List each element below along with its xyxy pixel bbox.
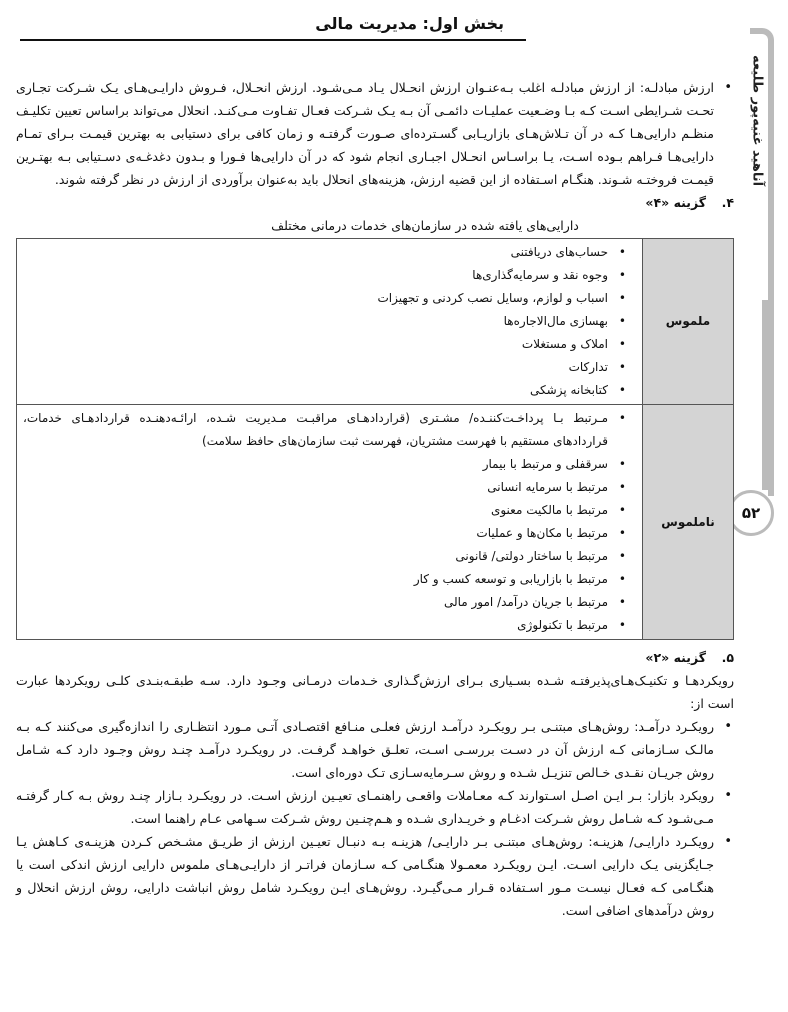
- main-content: [16, 76, 734, 922]
- question-5-heading: [16, 646, 734, 669]
- side-author-label: آناهید غنیه‌پور طلیعه: [749, 55, 765, 187]
- table-caption: دارایی‌های یافته شده در سازمان‌های خدمات درمانی مختلف: [271, 218, 579, 233]
- list-item: • مرتبط با ساختار دولتی/ قانونی: [23, 545, 632, 568]
- side-author-tab: [746, 46, 768, 196]
- assets-table: [16, 238, 734, 640]
- list-item: • تدارکات: [23, 356, 632, 379]
- paragraph-exchange-value: [16, 76, 734, 191]
- question-number: ۴.: [721, 195, 734, 210]
- question-4-heading: [16, 191, 734, 214]
- bullet-icon: •: [724, 834, 732, 849]
- list-item: • مرتبط با مالکیت معنوی: [23, 499, 632, 522]
- paragraph-text: رویکـرد دارایـی/ هزینـه: روش‌هـای مبتنـی بـر دارایـی/ هزینـه بـه دنبـال تعیـین ارزش از طریـق مشـخص کـردن هزینـه‌ی کـاهش یـا جـایگزینی یـک دارایی اسـت. ایـن رویکـرد معمـولا هنگـامی کـه سـازمان فراتـر از دارایـی‌هـای ملموس دارایی ارزش اندکی است یا هنگـامی کـه فعـال نیسـت مـور اسـتفاده قـرار مـی‌گیـرد. روش‌هـای ایـن رویکـرد شامل روش انباشت دارایی، روش ارزش انحلال و روش درآمدهای اضافی است.: [16, 834, 714, 918]
- header-rule: [20, 39, 526, 41]
- category-cell: ملموس: [643, 239, 734, 405]
- paragraph-text: رویکـرد درآمـد: روش‌هـای مبتنـی بـر رویکـرد درآمـد ارزش فعلـی منـافع اقتصـادی آتـی مـورد انتظـاری را اندازه‌گیری می‌کنند کـه بـه مالـک سـازمانی کـه ارزش آن در دسـت بررسـی اسـت، تعلـق خواهـد گرفـت. در رویکـرد درآمـد چنـد روش وجـود دارد کـه شـامل روش جریـان نقـدی خـالص تنزیـل شـده و روش سـرمایه‌سـازی تـک دوره‌ای است.: [16, 719, 714, 780]
- question-answer: گزینه «۴»: [645, 195, 706, 210]
- list-item: • وجوه نقد و سرمایه‌گذاری‌ها: [23, 264, 632, 287]
- question-answer: گزینه «۲»: [645, 650, 706, 665]
- paragraph-text: رویکرد بازار: بـر ایـن اصـل اسـتوارند کـه معـاملات واقعـی راهنمـای تعیـین ارزش اسـت. در رویکـرد بـازار چنـد روش بـه کـار گرفتـه مـی‌شـود کـه شـامل روش شـرکت ادغـام و خریـداری شـده و هـم‌چنـین روش شـرکت سـهامی عـام راهنما است.: [16, 788, 714, 826]
- list-item: • مرتبط با مکان‌ها و عملیات: [23, 522, 632, 545]
- items-list: [23, 407, 632, 637]
- paragraph-text: ارزش مبادلـه: از ارزش مبادلـه اغلب بـه‌عنـوان ارزش انحـلال یـاد مـی‌شـود. ارزش انحـلال، فـروش دارایـی‌هـای یـک شـرکت تجـاری تحـت شـرایطی اسـت کـه بـا وضـعیت عملیـات دائمـی آن بـه یـک شـرکت فعـال تفـاوت مـی‌کنـد. انحلال می‌تواند براساس تعیین تکلیـف منظـم دارایی‌هـا کـه در آن تـلاش‌هـای بازاریـابی گسـترده‌ای صـورت گرفتـه و زمان کافی برای دستیابی به بهترین قیمـت بـرای تمـام دارایی‌هـا فـراهم بـوده اسـت، یـا براسـاس انحـلال اجبـاری انجام شود که در آن دارایی‌ها فـورا و بـدون دغدغـه‌ی دسـتیابی بـه بهتـرین قیمـت فروختـه شـوند. هنگـام اسـتفاده از این قضیه ارزش، هزینه‌های انحلال باید به‌عنوان برآوردی از ارزش در نظر گرفته شوند.: [16, 80, 714, 187]
- approaches-intro: رویکردهـا و تکنیـک‌هـای‌پذیرفتـه شـده بسـیاری بـرای ارزش‌گـذاری خـدمات درمـانی وجـود دارد. سـه طبقـه‌بنـدی کلـی رویکردها عبارت است از:: [16, 673, 734, 711]
- list-item: • مرتبط با سرمایه انسانی: [23, 476, 632, 499]
- list-item: • مرتبط با جریان درآمد/ امور مالی: [23, 591, 632, 614]
- list-item: • اسباب و لوازم، وسایل نصب کردنی و تجهیزات: [23, 287, 632, 310]
- approach-asset-cost: [16, 830, 734, 922]
- bullet-icon: •: [724, 788, 732, 803]
- table-row: [17, 239, 734, 405]
- items-cell: [17, 405, 643, 640]
- bullet-icon: •: [724, 80, 732, 95]
- list-item: • مرتبط با بازاریابی و توسعه کسب و کار: [23, 568, 632, 591]
- list-item: • سرقفلی و مرتبط با بیمار: [23, 453, 632, 476]
- list-item: • مرتبط با تکنولوژی: [23, 614, 632, 637]
- items-list: [23, 241, 632, 402]
- category-cell: ناملموس: [643, 405, 734, 640]
- list-item: • بهسازی مال‌الاجاره‌ها: [23, 310, 632, 333]
- table-row: [17, 405, 734, 640]
- list-item: • کتابخانه پزشکی: [23, 379, 632, 402]
- bullet-icon: •: [724, 719, 732, 734]
- side-rule: [762, 300, 768, 490]
- page-number: ۵۲: [728, 490, 774, 536]
- items-cell: [17, 239, 643, 405]
- list-item: • مـرتبط بـا پرداخـت‌کننـده/ مشـتری (قراردادهـای مراقبـت مـدیریت شـده، ارائـه‌دهنـده قراردادهـای خدمات، قراردادهای مستقیم با فهرست مشتریان، فهرست ثبت سازمان‌های حافظ سلامت): [23, 407, 632, 453]
- list-item: • املاک و مستغلات: [23, 333, 632, 356]
- approach-income: [16, 715, 734, 784]
- list-item: • حساب‌های دریافتنی: [23, 241, 632, 264]
- approach-market: [16, 784, 734, 830]
- question-number: ۵.: [721, 650, 734, 665]
- page-title: بخش اول: مدیریت مالی: [309, 14, 510, 33]
